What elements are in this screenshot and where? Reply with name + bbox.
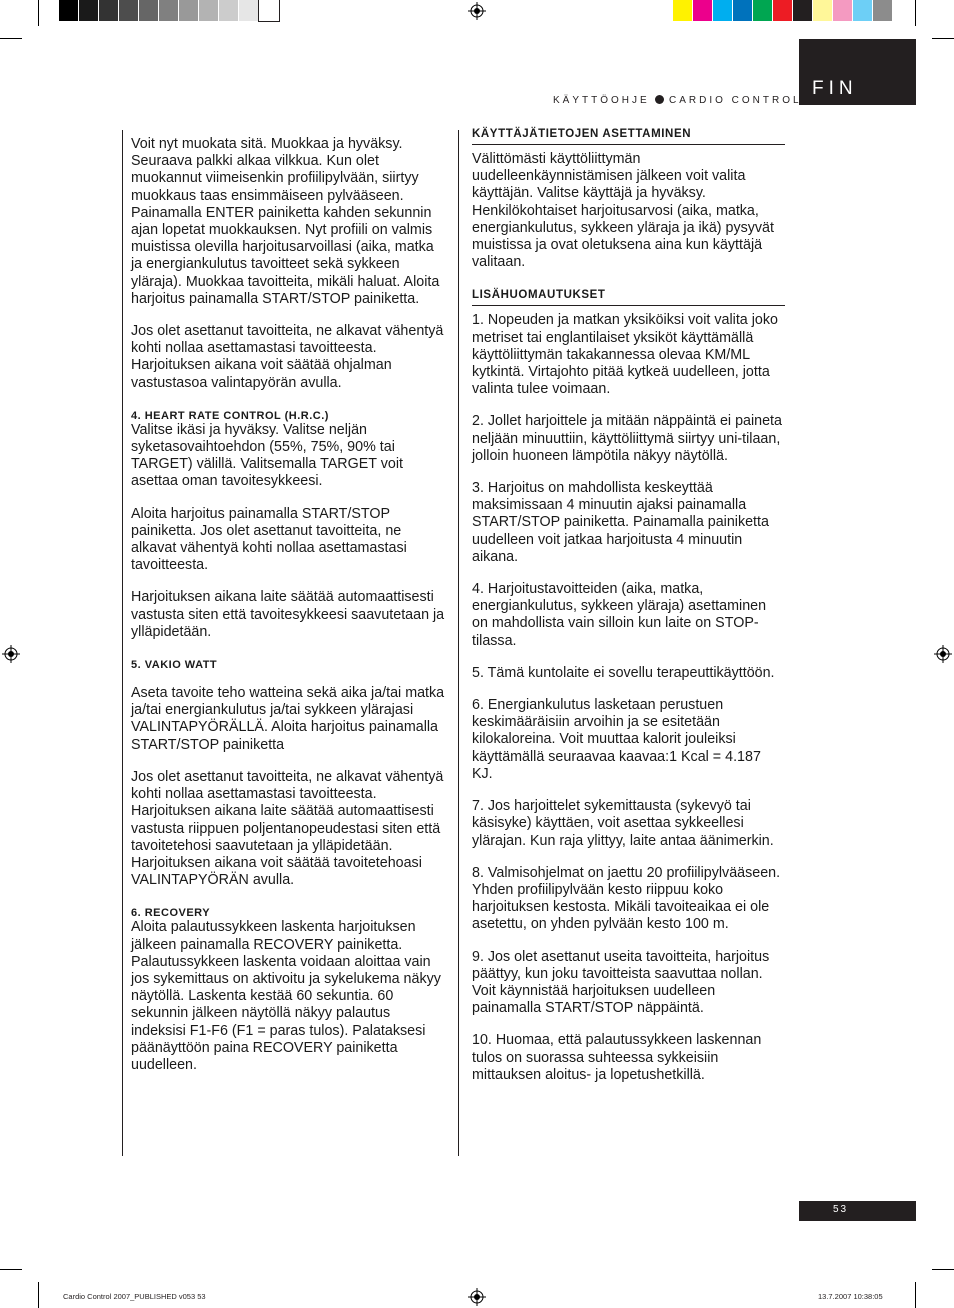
crop-mark xyxy=(38,1282,39,1308)
list-item: 6. Energiankulutus lasketaan perustuen keskimääräisiin arvoihin ja se esitetään kilokaloreina. Voit muuttaa kalorit jouleiksi käyttämällä seuraavaa kaavaa:1 Kcal = 4.187 KJ. xyxy=(472,697,761,782)
gray-swatch xyxy=(139,0,159,21)
column-rule xyxy=(122,130,123,1156)
color-swatch xyxy=(673,0,693,21)
notes-list xyxy=(472,312,785,1084)
registration-mark-icon xyxy=(934,645,952,663)
list-item: 5. Tämä kuntolaite ei sovellu terapeuttikäyttöön. xyxy=(472,664,775,681)
left-column xyxy=(131,136,447,1089)
list-item: 2. Jollet harjoittele ja mitään näppäintä ei paineta neljään minuuttiin, käyttöliittymä siirtyy uni-tilaan, jolloin huoneen lämpötila näkyy näytöllä. xyxy=(472,413,782,464)
paragraph: Aloita palautussykkeen laskenta harjoituksen jälkeen painamalla RECOVERY painiketta. Palautussykkeen laskenta voidaan aloittaa vain jos sykemittaus on aktivoitu ja sykelukema näkyy näytöllä. Laskenta kestää 60 sekuntia. 60 sekunnin jälkeen näytöllä näkyy palautus indeksisi F1-F6 (F1 = paras tulos). Palataksesi päänäyttöön paina RECOVERY painiketta uudelleen. xyxy=(131,919,441,1073)
color-swatch xyxy=(713,0,733,21)
paragraph: Jos olet asettanut tavoitteita, ne alkavat vähentyä kohti nollaa asettamastasi tavoitteesta. Harjoituksen aikana laite säätää automaattisesti vastusta riippuen poljentanopeudestasi siten että tavoitetehosi saavutetaan ja ylläpidetään. Harjoituksen aikana voit säätää tavoitetehoasi VALINTAPYÖRÄN avulla. xyxy=(131,768,444,889)
gray-swatch xyxy=(59,0,79,21)
color-swatch xyxy=(853,0,873,21)
list-item: 9. Jos olet asettanut useita tavoitteita, harjoitus päättyy, kun joku tavoitteista saavuttaa nollan. Voit käynnistää harjoituksen uudelleen painamalla START/STOP näppäintä. xyxy=(472,948,770,1017)
crop-mark xyxy=(0,1269,22,1270)
bullet-icon xyxy=(655,95,664,104)
crop-mark xyxy=(915,1282,916,1308)
crop-mark xyxy=(0,38,22,39)
footer-timestamp: 13.7.2007 10:38:05 xyxy=(818,1292,883,1301)
crop-mark xyxy=(932,1269,954,1270)
paragraph: Aseta tavoite teho watteina sekä aika ja/tai matka ja/tai energiankulutus ja/tai sykkeen ylärajasi VALINTAPYÖRÄLLÄ. Aloita harjoitus painamalla START/STOP painiketta xyxy=(131,685,445,753)
list-item: 4. Harjoitustavoitteiden (aika, matka, energiankulutus, sykkeen yläraja) asettaminen on mahdollista vain silloin kun laite on STOP-tilassa. xyxy=(472,581,767,649)
color-swatch xyxy=(833,0,853,21)
crop-mark xyxy=(932,38,954,39)
paragraph: Välittömästi käyttöliittymän uudelleenkäynnistämisen jälkeen voit valita käyttäjän. Valitse käyttäjä ja hyväksy. Henkilökohtaiset harjoitusarvosi (aika, matka, energiankulutus, sykkeen yläraja ja ikä) pysyvät muistissa ja ovat oletuksena aina kun käyttäjä valitaan. xyxy=(472,151,774,271)
gray-swatch xyxy=(159,0,179,21)
gray-swatch xyxy=(259,0,279,21)
crop-mark xyxy=(38,0,39,26)
color-swatch xyxy=(813,0,833,21)
page-number: 53 xyxy=(833,1204,849,1215)
section-heading: 4. HEART RATE CONTROL (H.R.C.) xyxy=(131,409,329,422)
header-manual-label: KÄYTTÖOHJE xyxy=(553,95,650,106)
gray-swatch xyxy=(199,0,219,21)
header-product-label: CARDIO CONTROL xyxy=(669,95,802,106)
column-rule xyxy=(458,130,459,1156)
color-swatch xyxy=(733,0,753,21)
gray-swatch xyxy=(99,0,119,21)
section-heading: 6. RECOVERY xyxy=(131,907,211,920)
color-swatch xyxy=(693,0,713,21)
registration-mark-icon xyxy=(468,2,486,20)
registration-mark-icon xyxy=(2,645,20,663)
page-number-box xyxy=(799,1201,916,1221)
gray-swatch xyxy=(79,0,99,21)
gray-swatch xyxy=(219,0,239,21)
list-item: 10. Huomaa, että palautussykkeen laskennan tulos on suorassa suhteessa sykkeisiin mittauksen aloitus- ja lopetushetkillä. xyxy=(472,1032,762,1083)
paragraph: Valitse ikäsi ja hyväksy. Valitse neljän syketasovaihtoehdon (55%, 75%, 90% tai TARGET) välillä. Valitsemalla TARGET voit asettaa oman tavoitesykkeesi. xyxy=(131,421,403,490)
right-column xyxy=(472,128,785,1099)
color-swatch xyxy=(773,0,793,21)
gray-swatch xyxy=(179,0,199,21)
gray-scale-bar xyxy=(59,0,279,21)
color-swatch xyxy=(793,0,813,21)
section-heading: 5. VAKIO WATT xyxy=(131,659,218,672)
paragraph: Jos olet asettanut tavoitteita, ne alkavat vähentyä kohti nollaa asettamastasi tavoitteesta. Harjoituksen aikana voit säätää ohjalman vastustasoa valintapyörän avulla. xyxy=(131,323,444,391)
gray-swatch xyxy=(239,0,259,21)
footer-file-label: Cardio Control 2007_PUBLISHED v053 53 xyxy=(63,1292,206,1301)
list-item: 1. Nopeuden ja matkan yksiköiksi voit valita joko metriset tai englantilaiset yksiköt käyttämällä käyttöliittymän takakannessa olevaa KM/ML kytkintä. Virtajohto pitää kytkeä uudelleen, jotta valinta tulee voimaan. xyxy=(472,312,778,398)
language-label: FIN xyxy=(812,78,858,99)
list-item: 3. Harjoitus on mahdollista keskeyttää maksimissaan 4 minuutin ajaksi painamalla START/STOP painiketta. Painamalla painiketta uudelleen voit jatkaa harjoitusta 4 minuutin aikana. xyxy=(472,480,769,565)
color-swatch xyxy=(873,0,893,21)
section-heading: LISÄHUOMAUTUKSET xyxy=(472,289,785,306)
paragraph: Voit nyt muokata sitä. Muokkaa ja hyväksy. Seuraava palkki alkaa vilkkua. Kun olet muokannut viimeisenkin profiilipylvään, siirtyy muokkaus taas ensimmäiseen pylvääseen. Painamalla ENTER painiketta kahden sekunnin ajan lopetat muokkauksen. Nyt profiili on valmis muistissa olevilla harjoitusarvoillasi (aika, matka ja energiankulutus tavoitteet sekä sykkeen yläraja). Muokkaa tavoitteita, mikäli haluat. Aloita harjoitus painamalla START/STOP painiketta. xyxy=(131,136,440,307)
registration-mark-icon xyxy=(468,1288,486,1306)
gray-swatch xyxy=(119,0,139,21)
section-heading: KÄYTTÄJÄTIETOJEN ASETTAMINEN xyxy=(472,128,785,145)
paragraph: Aloita harjoitus painamalla START/STOP painiketta. Jos olet asettanut tavoitteita, ne alkavat vähentyä kohti nollaa asettamastasi tavoitteesta. xyxy=(131,505,407,574)
crop-mark xyxy=(915,0,916,26)
list-item: 7. Jos harjoittelet sykemittausta (sykevyö tai käsisyke) käyttäen, voit asettaa sykkeellesi ylärajan. Kun raja ylittyy, laite antaa äänimerkin. xyxy=(472,798,774,849)
color-bar xyxy=(673,0,893,21)
paragraph: Harjoituksen aikana laite säätää automaattisesti vastusta siten että tavoitesykkeesi saavutetaan ja ylläpidetään. xyxy=(131,589,445,640)
color-swatch xyxy=(753,0,773,21)
list-item: 8. Valmisohjelmat on jaettu 20 profiilipylvääseen. Yhden profiilipylvään kesto riippuu koko harjoituksen kestosta. Mikäli tavoiteaikaa ei ole asetettu, on yhden pylvään kesto 100 m. xyxy=(472,864,781,933)
